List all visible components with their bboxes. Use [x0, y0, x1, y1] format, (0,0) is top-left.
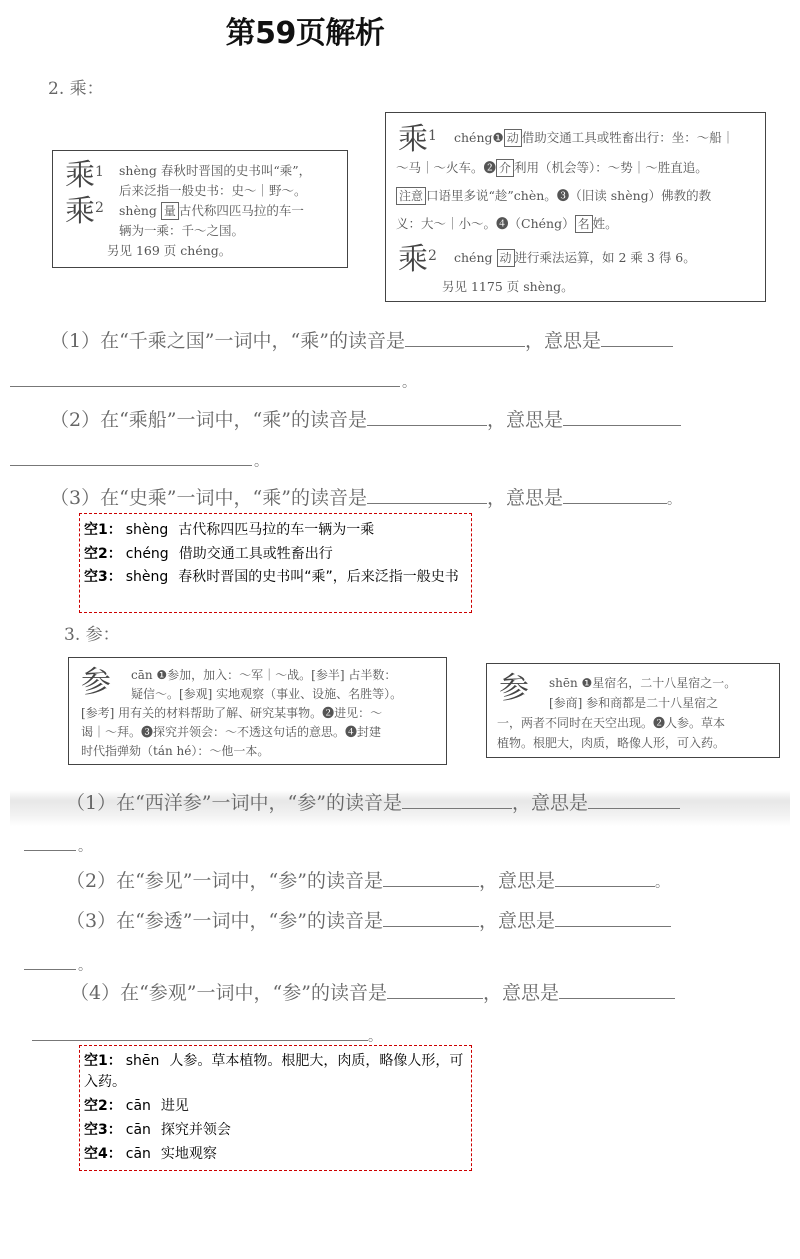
entry-lines: ～马｜～火车。❷ 介 利用（机会等）：～势｜～胜直追。 注意 口语里多说“趁”chèn。❸（旧读 shèng）佛教的教 义：大～｜小～。❹（Chéng） 名 姓。 [396, 160, 712, 231]
entry-line: [参商] 参和商都是二十八星宿之 [549, 696, 719, 710]
dictionary-entry-sheng [52, 150, 348, 268]
entry-line: [参考] 用有关的材料帮助了解、研究某事物。❷进见：～ [81, 706, 383, 720]
entry-text: shèng 春秋时晋国的史书叫“乘”， 后来泛指一般史书：史～｜野～。 shèng 量 古代称四匹马拉的车一 辆为一乘：千～之国。 另见 169 页 chéng。 [107, 163, 312, 258]
entry-see-also: 另见 1175 页 shèng。 [442, 279, 574, 294]
question-3-4: （4）在“参观”一词中，“参”的读音是 ，意思是 [70, 978, 675, 1005]
dictionary-entry-shen [486, 663, 780, 758]
entry-char-2: 乘2 [65, 194, 104, 229]
answer-line [24, 850, 76, 851]
question-3-1: （1）在“西洋参”一词中，“参”的读音是 ，意思是 [66, 788, 680, 815]
page-title: 第59页解析 [225, 16, 385, 51]
entry-char-cheng-1: 乘1 [398, 122, 437, 157]
question-3-2: （2）在“参见”一词中，“参”的读音是 ，意思是 。 [66, 870, 669, 892]
entry-char-cheng-2: 乘2 [398, 242, 437, 277]
question-2-3: （3）在“史乘”一词中，“乘”的读音是 ，意思是 。 [50, 487, 681, 509]
section-2-heading: 2. 乘： [48, 79, 104, 99]
entry-char-shen: 参 [499, 671, 529, 706]
period: 。 [402, 375, 416, 391]
answer-box-1: 空1： shèng 古代称四匹马拉的车一辆为一乘 空2： chéng 借助交通工具或牲畜出行 空3： shèng 春秋时晋国的史书叫“乘”，后来泛指一般史书 [79, 513, 472, 613]
period: 。 [78, 958, 92, 974]
period: 。 [368, 1029, 382, 1045]
period: 。 [254, 454, 268, 470]
entry-line-1: chéng❶ 动 借助交通工具或牲畜出行：坐：～船｜ [454, 130, 735, 145]
entry-line: 疑信～。[参观] 实地观察（事业、设施、名胜等）。 [131, 687, 403, 701]
dictionary-entry-cheng [385, 112, 766, 302]
answer-line [10, 465, 252, 466]
entry-line: 谒｜～拜。❸探究并领会：～不透这句话的意思。❹封建 [81, 725, 382, 739]
entry-line: shēn ❶星宿名，二十八星宿之一。 [549, 676, 737, 690]
answer-line [10, 386, 400, 387]
question-2-1: （1）在“千乘之国”一词中，“乘”的读音是 ，意思是 [50, 326, 673, 353]
answer-box-2: 空1： shēn 人参。草本植物。根肥大，肉质，略像人形，可入药。 空2： cān 进见 空3： cān 探究并领会 空4： cān 实地观察 [79, 1045, 472, 1171]
entry-char-can: 参 [81, 665, 111, 700]
answer-line [32, 1040, 368, 1041]
answer-line [24, 969, 76, 970]
entry-line: 植物。根肥大，肉质，略像人形，可入药。 [497, 736, 726, 750]
entry-char-1: 乘1 [65, 158, 104, 193]
entry-line: 一，两者不同时在天空出现。❷人参。草本 [497, 716, 726, 730]
question-3-3: （3）在“参透”一词中，“参”的读音是 ，意思是 [66, 906, 671, 933]
question-2-2: （2）在“乘船”一词中，“乘”的读音是 ，意思是 [50, 405, 681, 432]
period: 。 [78, 839, 92, 855]
dictionary-entry-can [68, 657, 447, 765]
entry-line: 时代指弹劾（tán hé）：～他一本。 [81, 744, 270, 758]
entry-line-5: chéng 动 进行乘法运算，如 2 乘 3 得 6。 [454, 250, 696, 265]
section-3-heading: 3. 参： [64, 625, 120, 645]
entry-line: cān ❶参加，加入：～军｜～战。[参半] 占半数： [131, 668, 397, 682]
